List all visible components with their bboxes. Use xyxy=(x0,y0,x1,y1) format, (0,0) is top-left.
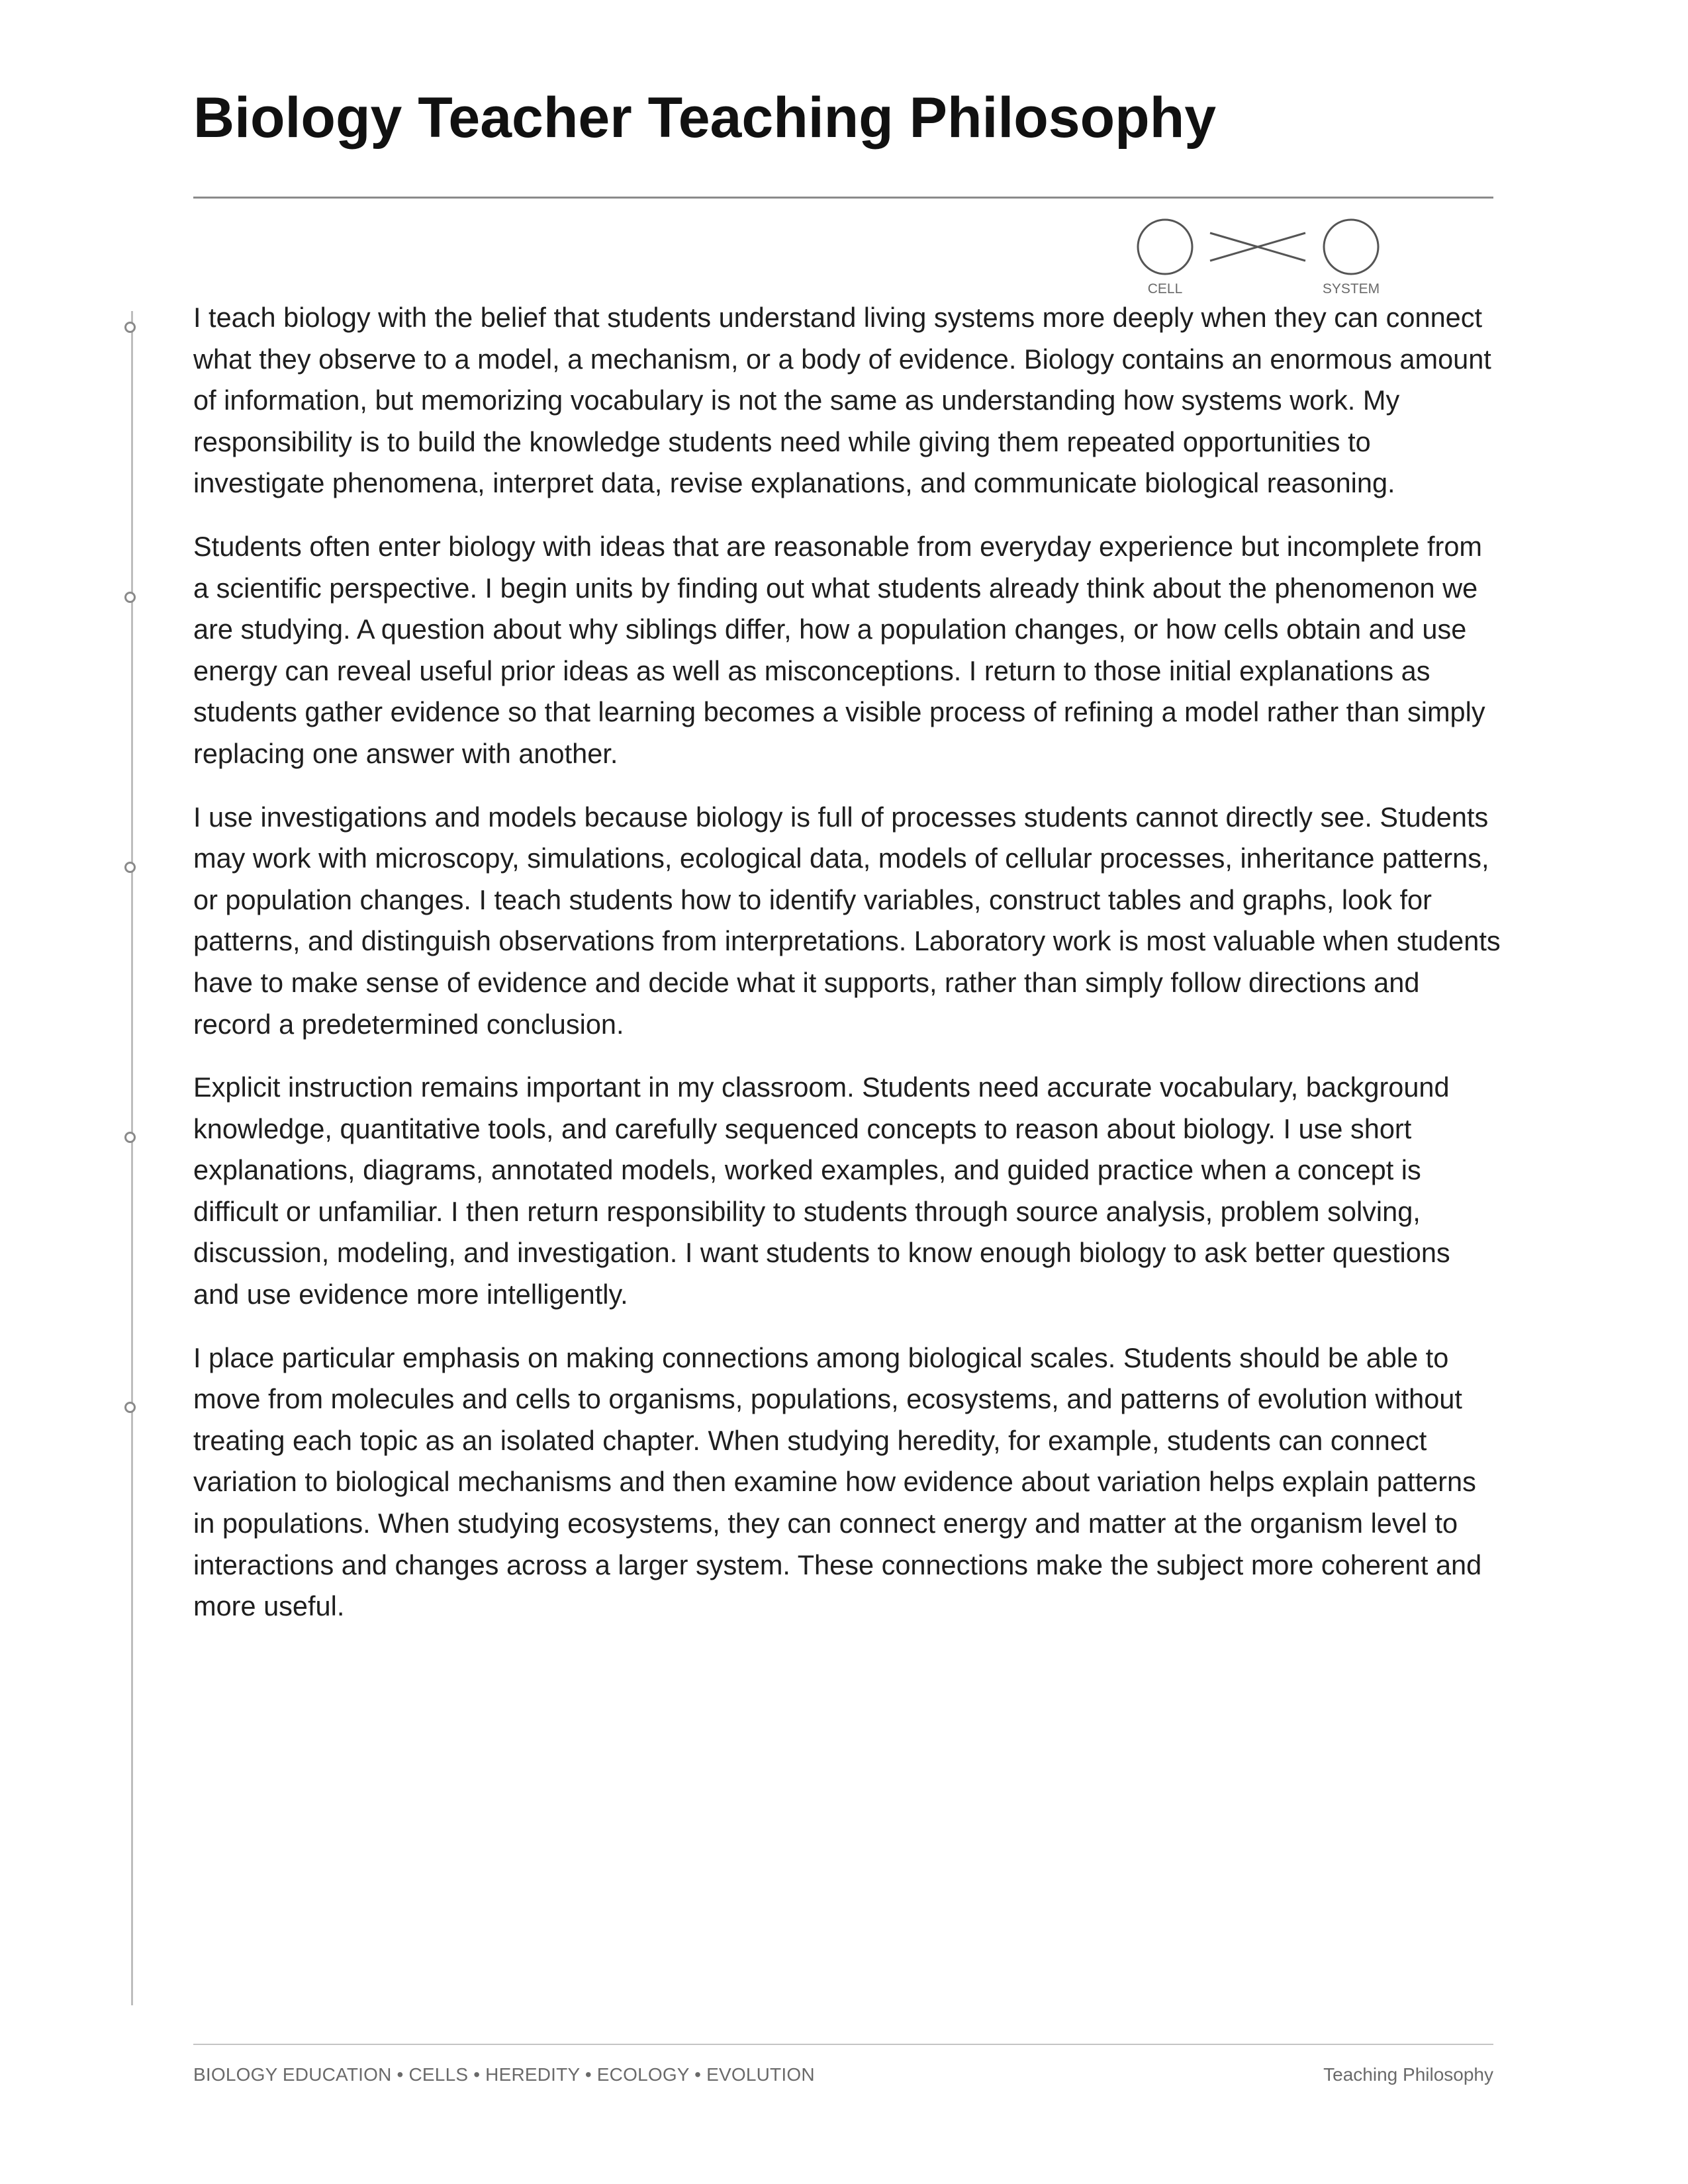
paragraph: Explicit instruction remains important in my classroom. Students need accurate vocabulary, background knowledge, quantitative tools, and carefully sequenced concepts to reason about biology. I use short explanations, diagrams, annotated models, worked examples, and guided practice when a concept is difficult or unfamiliar. I then return responsibility to students through source analysis, problem solving, discussion, modeling, and investigation. I want students to know enough biology to ask better questions and use evidence more intelligently. xyxy=(193,1071,1450,1310)
system-circle-icon xyxy=(1324,220,1378,274)
paragraph: I place particular emphasis on making connections among biological scales. Students should be able to move from molecules and cells to organisms, populations, ecosystems, and patterns of evolution without treating each topic as an isolated chapter. When studying heredity, for example, students can connect variation to biological mechanisms and then examine how evidence about variation helps explain patterns in populations. When studying ecosystems, they can connect energy and matter at the organism level to interactions and changes across a larger system. These connections make the subject more coherent and more useful. xyxy=(193,1342,1482,1622)
paragraph: I use investigations and models because biology is full of processes students cannot directly see. Students may work with microscopy, simulations, ecological data, models of cellular processes, inheritance patterns, or population changes. I teach students how to identify variables, construct tables and graphs, look for patterns, and distinguish observations from interpretations. Laboratory work is most valuable when students have to make sense of evidence and decide what it supports, rather than simply follow directions and record a predetermined conclusion. xyxy=(193,801,1501,1040)
emblem-cell-label: CELL xyxy=(1147,281,1183,296)
footer-divider xyxy=(193,2044,1493,2045)
cell-system-emblem xyxy=(1132,210,1397,303)
paragraph-marker-icon xyxy=(124,1402,136,1413)
footer-document-label: Teaching Philosophy xyxy=(1323,2064,1493,2085)
cross-link-icon xyxy=(1210,233,1305,261)
margin-timeline xyxy=(131,311,133,2005)
page-title: Biology Teacher Teaching Philosophy xyxy=(193,86,1217,150)
paragraph-marker-icon xyxy=(124,322,136,333)
philosophy-body xyxy=(193,297,1501,1649)
cell-circle-icon xyxy=(1138,220,1192,274)
footer-topics: BIOLOGY EDUCATION • CELLS • HEREDITY • ECOLOGY • EVOLUTION xyxy=(193,2064,815,2085)
paragraph: I teach biology with the belief that students understand living systems more deeply when they can connect what they observe to a model, a mechanism, or a body of evidence. Biology contains an enormous amount of information, but memorizing vocabulary is not the same as understanding how systems work. My responsibility is to build the knowledge students need while giving them repeated opportunities to investigate phenomena, interpret data, revise explanations, and communicate biological reasoning. xyxy=(193,302,1491,499)
header-divider xyxy=(193,197,1493,199)
paragraph-marker-icon xyxy=(124,862,136,873)
emblem-system-label: SYSTEM xyxy=(1322,281,1380,296)
paragraph-marker-icon xyxy=(124,592,136,603)
paragraph: Students often enter biology with ideas that are reasonable from everyday experience but incomplete from a scientific perspective. I begin units by finding out what students already think about the phenomenon we are studying. A question about why siblings differ, how a population changes, or how cells obtain and use energy can reveal useful prior ideas as well as misconceptions. I return to those initial explanations as students gather evidence so that learning becomes a visible process of refining a model rather than simply replacing one answer with another. xyxy=(193,530,1485,769)
paragraph-marker-icon xyxy=(124,1132,136,1143)
